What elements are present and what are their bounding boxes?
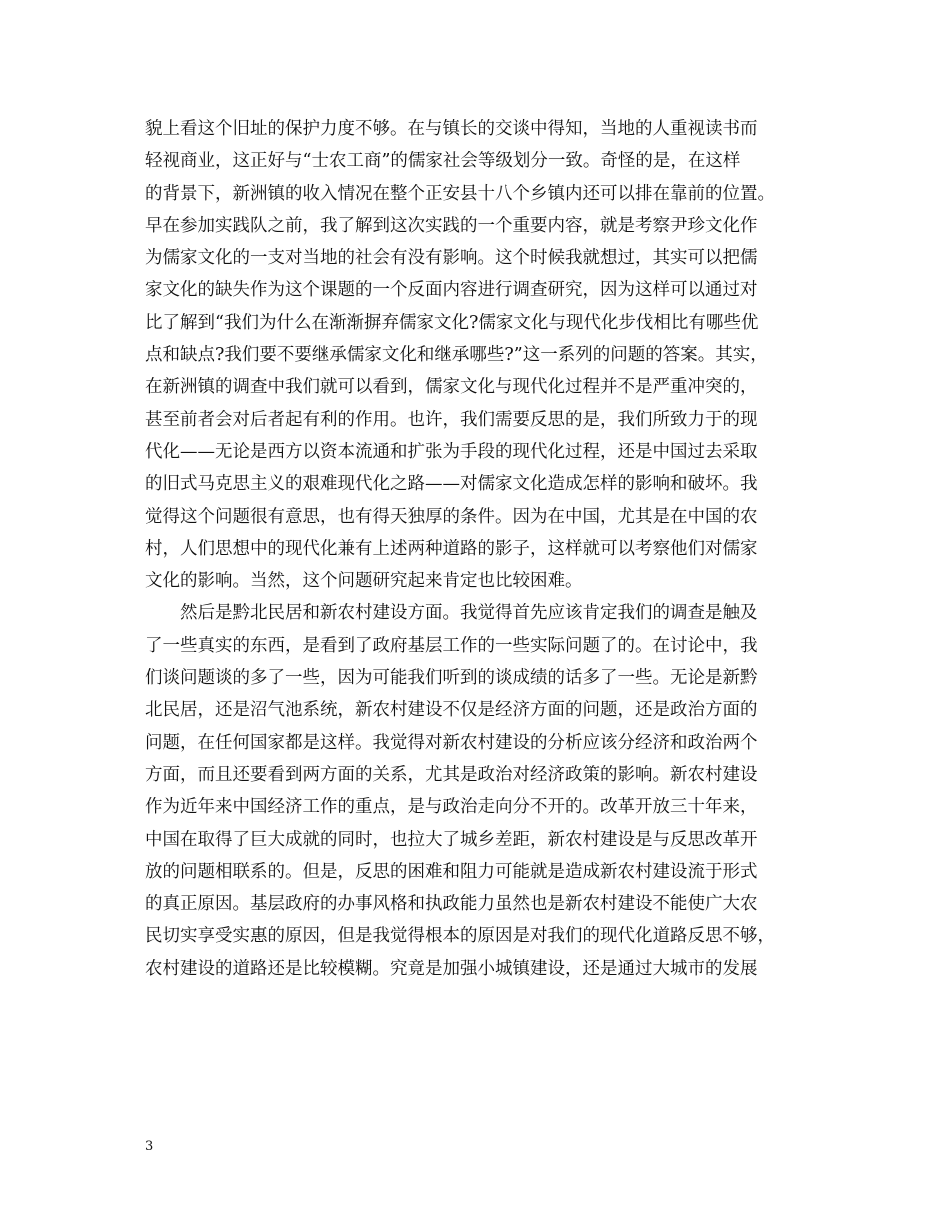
text-line: 早在参加实践队之前，我了解到这次实践的一个重要内容，就是考察尹珍文化作	[145, 215, 758, 236]
text-line: 觉得这个问题很有意思，也有得天独厚的条件。因为在中国，尤其是在中国的农	[145, 506, 758, 527]
text-line: 北民居，还是沼气池系统，新农村建设不仅是经济方面的问题，还是政治方面的	[145, 700, 758, 721]
text-line: 方面，而且还要看到两方面的关系，尤其是政治对经济政策的影响。新农村建设	[145, 764, 758, 785]
text-line: 为儒家文化的一支对当地的社会有没有影响。这个时候我就想过，其实可以把儒	[145, 248, 758, 269]
text-line: 放的问题相联系的。但是，反思的困难和阻力可能就是造成新农村建设流于形式	[145, 861, 758, 882]
text-line: 问题，在任何国家都是这样。我觉得对新农村建设的分析应该分经济和政治两个	[145, 732, 758, 753]
text-line: 的背景下，新洲镇的收入情况在整个正安县十八个乡镇内还可以排在靠前的位置。	[145, 183, 775, 204]
text-line: 的旧式马克思主义的艰难现代化之路——对儒家文化造成怎样的影响和破坏。我	[145, 474, 758, 495]
text-line: 甚至前者会对后者起有利的作用。也许，我们需要反思的是，我们所致力于的现	[145, 409, 758, 430]
body-text	[145, 113, 825, 985]
text-line: 作为近年来中国经济工作的重点，是与政治走向分不开的。改革开放三十年来，	[145, 797, 758, 818]
text-line: 点和缺点?我们要不要继承儒家文化和继承哪些?”这一系列的问题的答案。其实，	[145, 345, 768, 366]
text-line: 在新洲镇的调查中我们就可以看到，儒家文化与现代化过程并不是严重冲突的，	[145, 377, 758, 398]
text-line: 村，人们思想中的现代化兼有上述两种道路的影子，这样就可以考察他们对儒家	[145, 538, 758, 559]
text-line: 家文化的缺失作为这个课题的一个反面内容进行调查研究，因为这样可以通过对	[145, 280, 758, 301]
text-line: 农村建设的道路还是比较模糊。究竟是加强小城镇建设，还是通过大城市的发展	[145, 958, 758, 979]
text-line: 了一些真实的东西，是看到了政府基层工作的一些实际问题了的。在讨论中，我	[145, 635, 758, 656]
text-line: 中国在取得了巨大成就的同时，也拉大了城乡差距，新农村建设是与反思改革开	[145, 829, 758, 850]
text-line: 民切实享受实惠的原因，但是我觉得根本的原因是对我们的现代化道路反思不够，	[145, 926, 775, 947]
text-line: 文化的影响。当然，这个问题研究起来肯定也比较困难。	[145, 571, 583, 592]
text-line: 轻视商业，这正好与“士农工商”的儒家社会等级划分一致。奇怪的是，在这样	[145, 151, 741, 172]
page-number: 3	[145, 1139, 154, 1154]
text-line: 貌上看这个旧址的保护力度不够。在与镇长的交谈中得知，当地的人重视读书而	[145, 119, 758, 139]
text-line: 代化——无论是西方以资本流通和扩张为手段的现代化过程，还是中国过去采取	[145, 441, 758, 462]
paragraph-first-line: 然后是黔北民居和新农村建设方面。我觉得首先应该肯定我们的调查是触及	[180, 603, 758, 624]
text-line: 比了解到“我们为什么在渐渐摒弃儒家文化?儒家文化与现代化步伐相比有哪些优	[145, 312, 759, 333]
text-line: 的真正原因。基层政府的办事风格和执政能力虽然也是新农村建设不能使广大农	[145, 894, 758, 915]
text-line: 们谈问题谈的多了一些，因为可能我们听到的谈成绩的话多了一些。无论是新黔	[145, 668, 758, 689]
